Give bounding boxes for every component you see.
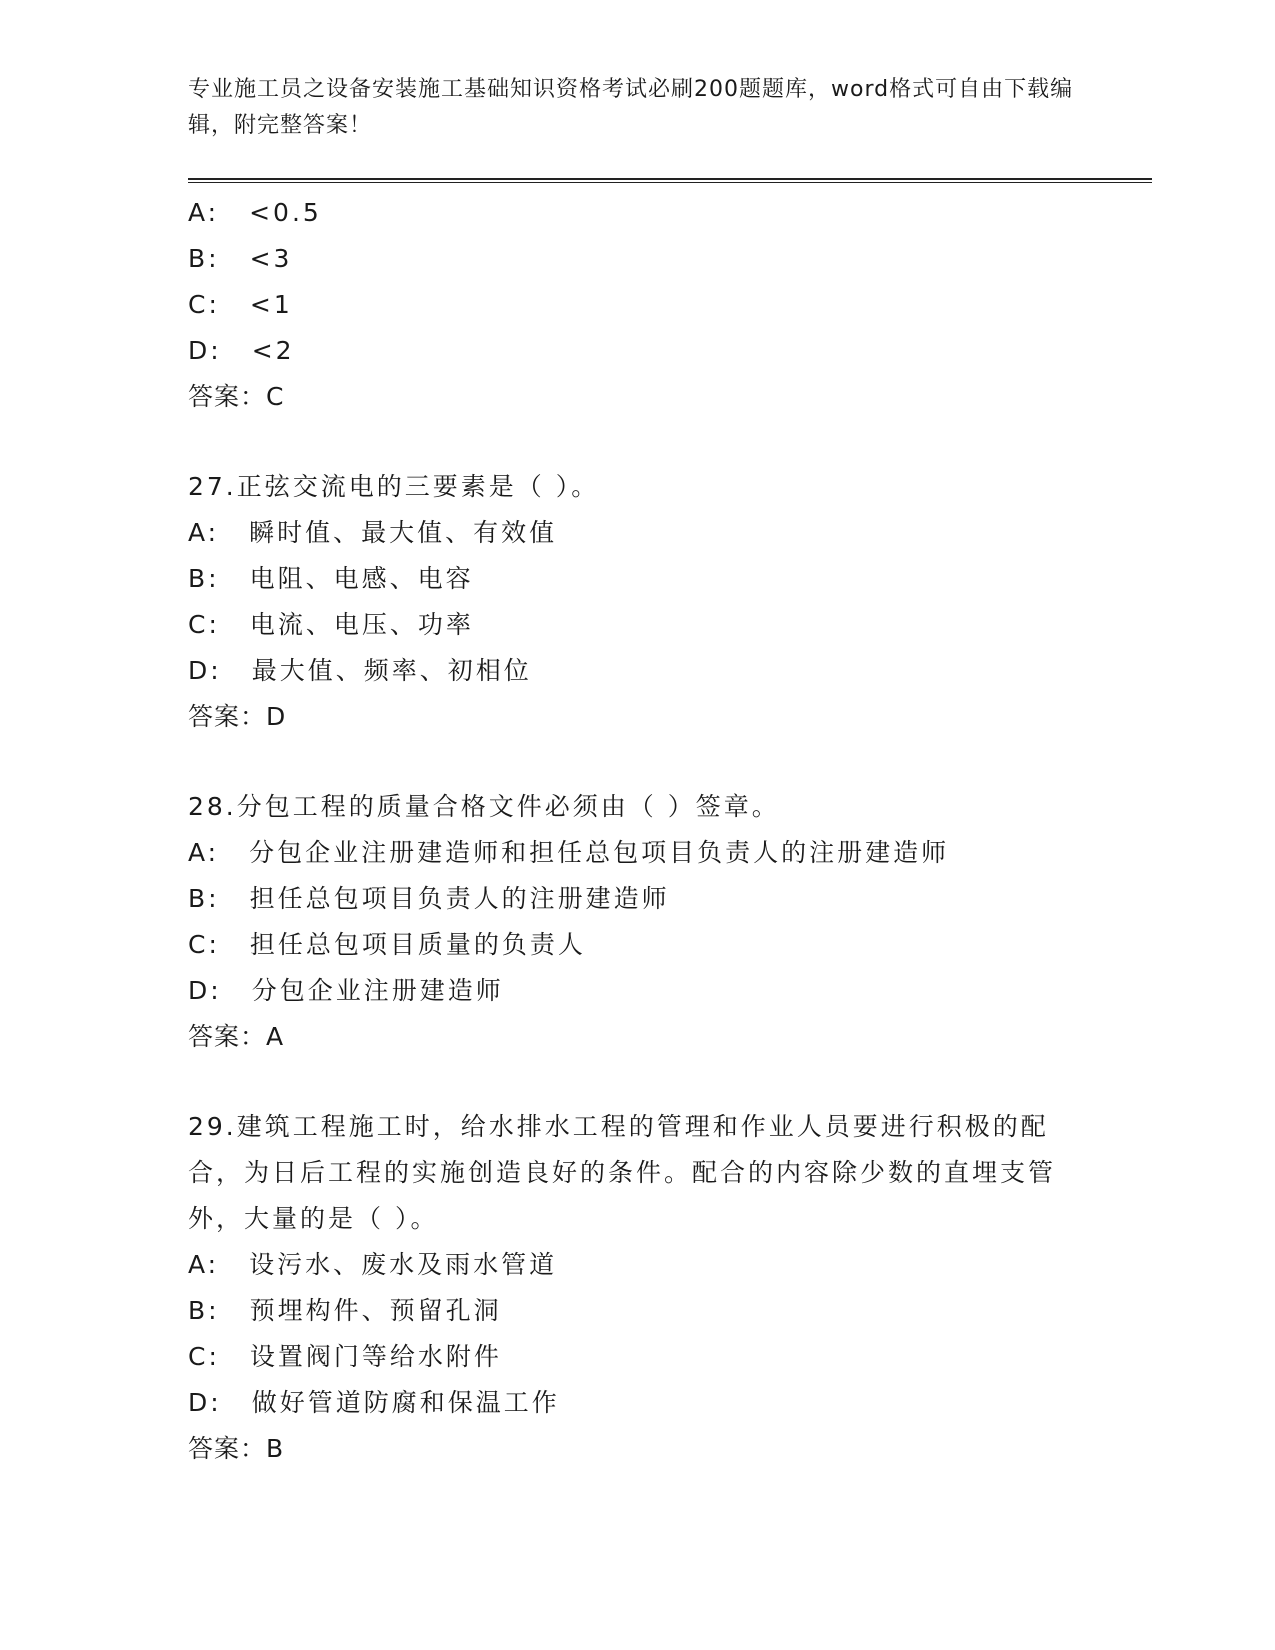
- option-key: D:: [188, 336, 222, 365]
- option-text: 设污水、废水及雨水管道: [249, 1250, 558, 1279]
- option-text: 分包企业注册建造师: [251, 976, 504, 1005]
- option-d: [188, 648, 1088, 694]
- option-b: [188, 236, 1088, 282]
- option-key: C:: [188, 1342, 220, 1371]
- option-text: 瞬时值、最大值、有效值: [249, 518, 558, 547]
- option-key: B:: [188, 884, 220, 913]
- answer-line: [188, 1014, 1088, 1060]
- option-text: <2: [251, 336, 295, 365]
- answer-label: 答案：: [188, 382, 267, 411]
- option-text: <0.5: [249, 198, 322, 227]
- option-key: C:: [188, 930, 220, 959]
- option-b: [188, 1288, 1088, 1334]
- option-text: 分包企业注册建造师和担任总包项目负责人的注册建造师: [249, 838, 950, 867]
- answer-label: 答案：: [188, 1434, 267, 1463]
- option-c: [188, 922, 1088, 968]
- answer-value: C: [266, 382, 284, 411]
- option-text: 最大值、频率、初相位: [251, 656, 532, 685]
- header-rule-thin: [188, 182, 1152, 183]
- option-b: [188, 556, 1088, 602]
- answer-value: B: [266, 1434, 284, 1463]
- option-key: A:: [188, 518, 220, 547]
- option-key: D:: [188, 976, 222, 1005]
- option-text: 电流、电压、功率: [249, 610, 474, 639]
- option-key: C:: [188, 290, 220, 319]
- option-key: D:: [188, 1388, 222, 1417]
- option-a: [188, 510, 1088, 556]
- option-key: C:: [188, 610, 220, 639]
- question-27: [188, 464, 1088, 740]
- option-key: A:: [188, 198, 220, 227]
- option-text: 预埋构件、预留孔洞: [249, 1296, 502, 1325]
- answer-line: [188, 694, 1088, 740]
- option-d: [188, 1380, 1088, 1426]
- option-b: [188, 876, 1088, 922]
- option-key: D:: [188, 656, 222, 685]
- question-26: [188, 190, 1088, 420]
- option-text: <3: [249, 244, 293, 273]
- question-text: 27.正弦交流电的三要素是（ ）。: [188, 472, 600, 501]
- option-text: 做好管道防腐和保温工作: [251, 1388, 560, 1417]
- answer-value: A: [266, 1022, 284, 1051]
- question-list: [188, 190, 1088, 1472]
- question-28: [188, 784, 1088, 1060]
- option-a: [188, 190, 1088, 236]
- answer-value: D: [266, 702, 286, 731]
- option-key: A:: [188, 838, 220, 867]
- option-d: [188, 968, 1088, 1014]
- question-29: [188, 1104, 1088, 1472]
- option-c: [188, 1334, 1088, 1380]
- option-d: [188, 328, 1088, 374]
- option-key: A:: [188, 1250, 220, 1279]
- header-rule-thick: [188, 178, 1152, 180]
- option-text: 电阻、电感、电容: [249, 564, 474, 593]
- option-c: [188, 282, 1088, 328]
- answer-line: [188, 1426, 1088, 1472]
- question-text: 28.分包工程的质量合格文件必须由（ ）签章。: [188, 792, 780, 821]
- answer-line: [188, 374, 1088, 420]
- answer-label: 答案：: [188, 702, 267, 731]
- option-key: B:: [188, 244, 220, 273]
- document-header: 专业施工员之设备安装施工基础知识资格考试必刷200题题库，word格式可自由下载编辑，附完整答案！: [188, 77, 1074, 138]
- option-a: [188, 830, 1088, 876]
- option-key: B:: [188, 1296, 220, 1325]
- answer-label: 答案：: [188, 1022, 267, 1051]
- option-text: 设置阀门等给水附件: [249, 1342, 502, 1371]
- question-text: 29.建筑工程施工时，给水排水工程的管理和作业人员要进行积极的配合，为日后工程的实施创造良好的条件。配合的内容除少数的直埋支管外，大量的是（ ）。: [188, 1112, 1057, 1233]
- option-text: 担任总包项目负责人的注册建造师: [249, 884, 670, 913]
- option-text: <1: [249, 290, 293, 319]
- option-c: [188, 602, 1088, 648]
- option-text: 担任总包项目质量的负责人: [249, 930, 586, 959]
- option-a: [188, 1242, 1088, 1288]
- option-key: B:: [188, 564, 220, 593]
